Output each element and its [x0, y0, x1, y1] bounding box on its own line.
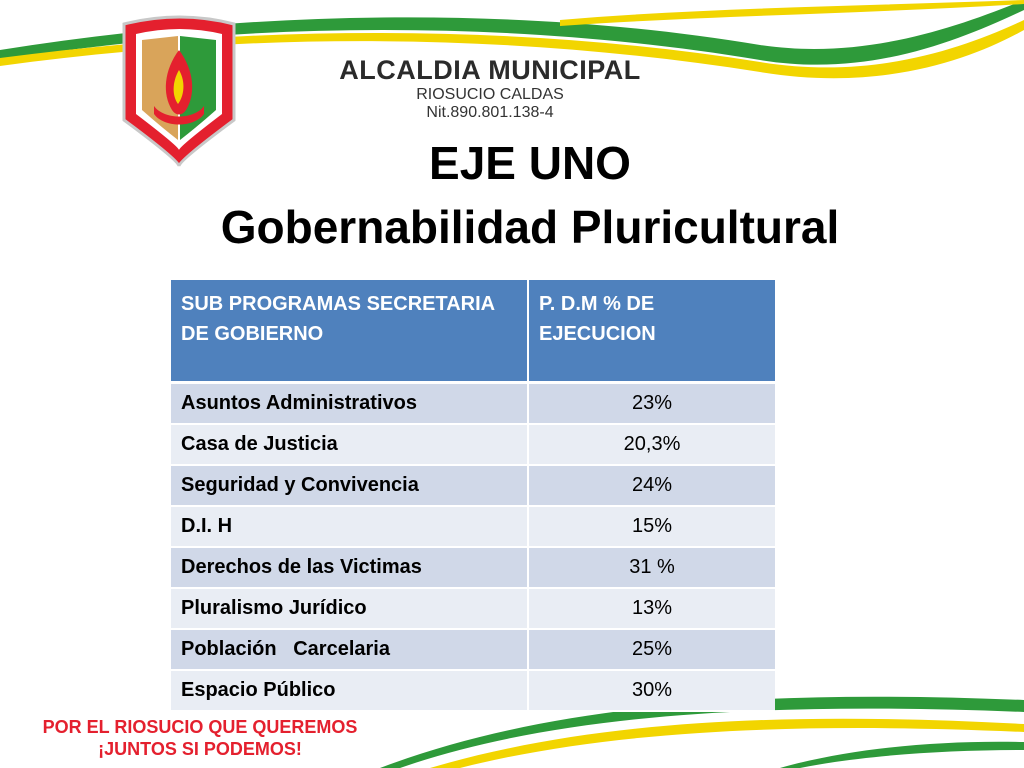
execution-value: 23%: [528, 383, 775, 425]
slogan-line-1: POR EL RIOSUCIO QUE QUEREMOS: [42, 717, 358, 737]
column-header-execution: P. D.M % DE EJECUCION: [528, 280, 775, 383]
slide-title: EJE UNO: [429, 137, 631, 189]
execution-value: 13%: [528, 588, 775, 629]
subprogram-name: Asuntos Administrativos: [171, 383, 528, 425]
subprogram-name: Espacio Público: [171, 670, 528, 711]
table-row: [171, 588, 775, 629]
organization-header: [330, 54, 650, 122]
subprogram-name: D.I. H: [171, 506, 528, 547]
table-row: [171, 547, 775, 588]
table-row: [171, 465, 775, 506]
organization-location: RIOSUCIO CALDAS: [416, 86, 564, 103]
subprogram-name: Casa de Justicia: [171, 424, 528, 465]
execution-value: 25%: [528, 629, 775, 670]
subprogram-name: Seguridad y Convivencia: [171, 465, 528, 506]
subprogram-name: Derechos de las Victimas: [171, 547, 528, 588]
slide-subtitle: Gobernabilidad Pluricultural: [220, 201, 840, 253]
table-row: [171, 506, 775, 547]
table-header-row: [171, 280, 775, 383]
table-row: [171, 424, 775, 465]
execution-value: 15%: [528, 506, 775, 547]
subprogram-name: Pluralismo Jurídico: [171, 588, 528, 629]
execution-value: 20,3%: [528, 424, 775, 465]
footer-slogan: [30, 716, 370, 760]
slogan-line-2: ¡JUNTOS SI PODEMOS!: [98, 739, 302, 759]
organization-nit: Nit.890.801.138-4: [426, 104, 554, 121]
table-row: [171, 383, 775, 425]
column-header-subprograms: SUB PROGRAMAS SECRETARIA DE GOBIERNO: [171, 280, 528, 383]
execution-table: [171, 280, 775, 712]
execution-value: 31 %: [528, 547, 775, 588]
table-row: [171, 629, 775, 670]
subprogram-name: Población Carcelaria: [171, 629, 528, 670]
execution-value: 30%: [528, 670, 775, 711]
organization-name: ALCALDIA MUNICIPAL: [339, 55, 641, 85]
execution-value: 24%: [528, 465, 775, 506]
table-row: [171, 670, 775, 711]
